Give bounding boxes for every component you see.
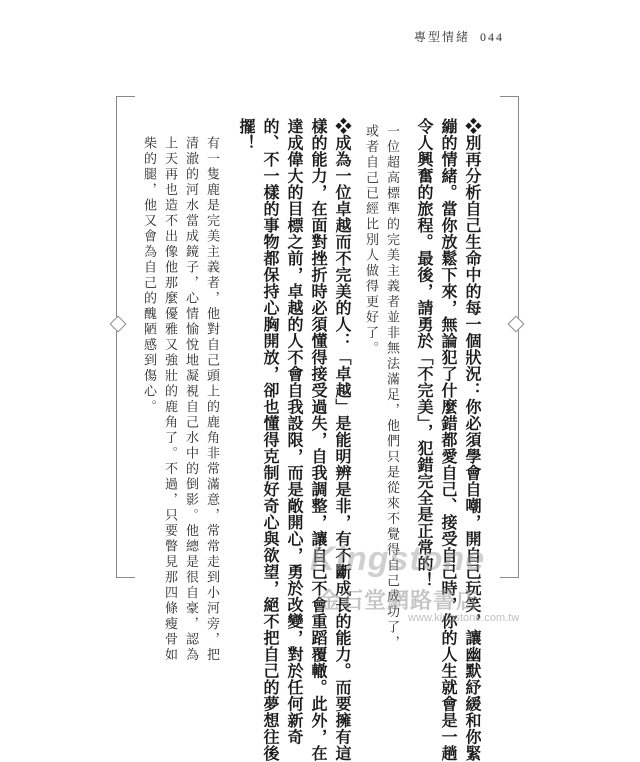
- page-number: 044: [480, 30, 504, 44]
- frame-right: [500, 96, 519, 578]
- text-column: ❖別再分析自己生命中的每一個狀況：你必須學會自嘲，開自己玩笑，讓幽默紓緩和你緊: [463, 118, 482, 762]
- text-column: ❖成為一位卓越而不完美的人：「卓越」是能明辨是非，有不斷成長的能力。而要擁有這: [333, 118, 352, 762]
- text-column-note: 或者自己已經比別人做得更好了。: [363, 124, 378, 357]
- text-column: 令人興奮的旅程。最後，請勇於「不完美」，犯錯完全是正常的！: [415, 118, 434, 589]
- text-column: 擺！: [237, 118, 256, 151]
- text-column-story: 上天再也造不出像他那麼優雅又強壯的鹿角了。不過，只要瞥見那四條瘦骨如: [162, 136, 177, 663]
- text-column-story: 有一隻鹿是完美主義者，他對自己頭上的鹿角非常滿意，常常走到小河旁，把: [204, 136, 219, 663]
- running-header: [414, 28, 504, 45]
- text-column-story: 清澈的河水當成鏡子，心情愉悅地凝視自己水中的倒影。他總是很自豪，認為: [183, 136, 198, 663]
- text-column: 繃的情緒。當你放鬆下來，無論犯了什麼錯都愛自己、接受自己時，你的人生就會是一趟: [439, 118, 458, 762]
- text-column: 樣的能力，在面對挫折時必須懂得接受過失，自我調整，讓自己不會重蹈覆轍。此外，在: [309, 118, 328, 762]
- watermark-brand: Kingstone: [310, 540, 486, 578]
- text-column-story: 柴的腿，他又會為自己的醜陋感到傷心。: [141, 136, 156, 415]
- text-column-note: 一位超高標準的完美主義者並非無法滿足，他們只是從來不覺得自己成功了，: [384, 124, 399, 651]
- section-title: 專型情緒: [413, 30, 470, 44]
- frame-left: [116, 96, 135, 578]
- text-column: 達成偉大的目標之前，卓越的人不會自我設限，而是敞開心，勇於改變，對於任何新奇: [285, 118, 304, 745]
- watermark-chinese: 金石堂網路書店: [318, 588, 480, 614]
- text-column: 的、不一樣的事物都保持心胸開放，卻也懂得克制好奇心與欲望，絕不把自己的夢想往後: [261, 118, 280, 762]
- watermark-url: www.kingstone.com.tw: [408, 612, 520, 624]
